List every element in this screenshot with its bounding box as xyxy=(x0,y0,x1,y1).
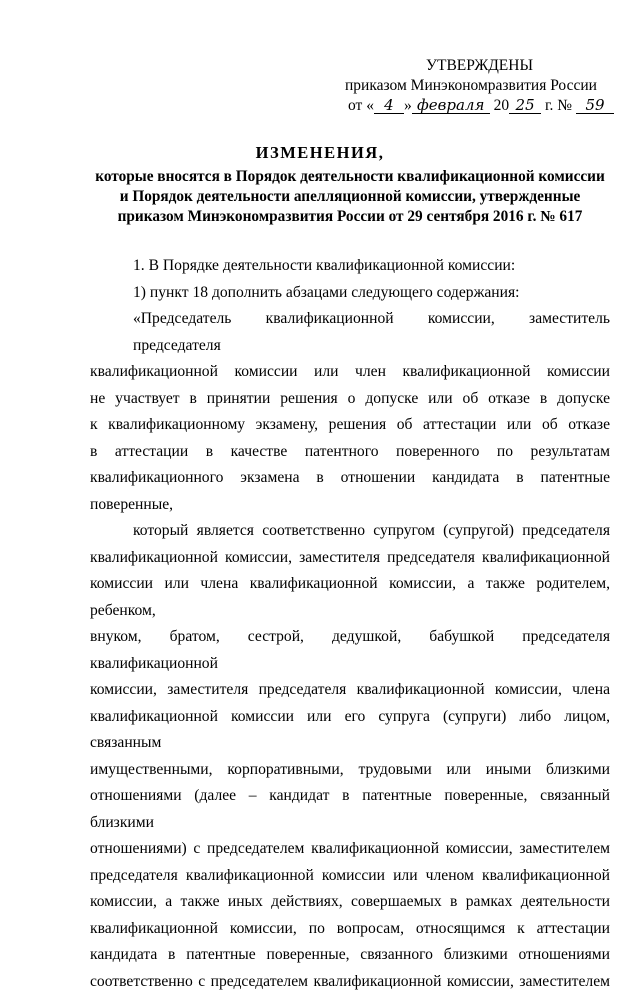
paragraph-item-1-1: 1) пункт 18 дополнить абзацами следующего содержания: xyxy=(90,280,610,307)
subtitle-line: приказом Минэкономразвития России от 29 сентября 2016 г. № 617 xyxy=(90,207,610,227)
year-prefix: 20 xyxy=(494,97,510,114)
subtitle-line: которые вносятся в Порядок деятельности квалификационной комиссии xyxy=(90,167,610,187)
approval-heading: УТВЕРЖДЕНЫ xyxy=(340,56,625,76)
date-from-label: от « xyxy=(348,97,374,114)
handwritten-year: 25 xyxy=(509,97,541,114)
subtitle-line: и Порядок деятельности апелляционной комиссии, утвержденные xyxy=(90,187,610,207)
quote-line: в аттестации в качестве патентного поверенного по результатам xyxy=(90,439,610,466)
quote-line: комиссии, заместителя председателя квалификационной комиссии, члена xyxy=(90,677,610,704)
approval-date-line xyxy=(340,96,625,116)
quote-line: «Председатель квалификационной комиссии, заместитель председателя xyxy=(90,306,610,359)
document-body xyxy=(90,253,610,995)
quote-line: внуком, братом, сестрой, дедушкой, бабушкой председателя квалификационной xyxy=(90,624,610,677)
quote-line: отношениями (далее – кандидат в патентные поверенные, связанный близкими xyxy=(90,783,610,836)
quote-line: к квалификационному экзамену, решения об аттестации или об отказе xyxy=(90,412,610,439)
quote-line: соответственно с председателем квалификационной комиссии, заместителем xyxy=(90,969,610,995)
quote-line: квалификационной комиссии, заместителя председателя квалификационной xyxy=(90,545,610,572)
quote-line: который является соответственно супругом (супругой) председателя xyxy=(90,518,610,545)
quote-line: кандидата в патентные поверенные, связанного близкими отношениями xyxy=(90,942,610,969)
quote-line: квалификационной комиссии, по вопросам, относящимся к аттестации xyxy=(90,916,610,943)
handwritten-day: 4 xyxy=(374,97,404,114)
quote-line: квалификационной комиссии или его супруга (супруги) либо лицом, связанным xyxy=(90,704,610,757)
quote-line: не участвует в принятии решения о допуске или об отказе в допуске xyxy=(90,386,610,413)
quote-line: отношениями) с председателем квалификационной комиссии, заместителем xyxy=(90,836,610,863)
paragraph-item-1: 1. В Порядке деятельности квалификационной комиссии: xyxy=(90,253,610,280)
quote-line: комиссии или члена квалификационной комиссии, а также родителем, ребенком, xyxy=(90,571,610,624)
quote-line: комиссии, а также иных действиях, совершаемых в рамках деятельности xyxy=(90,889,610,916)
quote-line: квалификационного экзамена в отношении кандидата в патентные поверенные, xyxy=(90,465,610,518)
quote-line: имущественными, корпоративными, трудовыми или иными близкими xyxy=(90,757,610,784)
handwritten-month: февраля xyxy=(412,97,490,114)
approval-block xyxy=(340,56,625,116)
quote-line: квалификационной комиссии или член квалификационной комиссии xyxy=(90,359,610,386)
document-title: ИЗМЕНЕНИЯ, xyxy=(0,143,640,163)
approval-order: приказом Минэкономразвития России xyxy=(340,76,625,96)
quoted-text xyxy=(90,306,610,995)
handwritten-number: 59 xyxy=(576,97,614,114)
document-subtitle xyxy=(90,167,610,227)
number-label: г. № xyxy=(545,97,572,114)
date-quote-close: » xyxy=(404,97,412,114)
quote-line: председателя квалификационной комиссии или членом квалификационной xyxy=(90,863,610,890)
